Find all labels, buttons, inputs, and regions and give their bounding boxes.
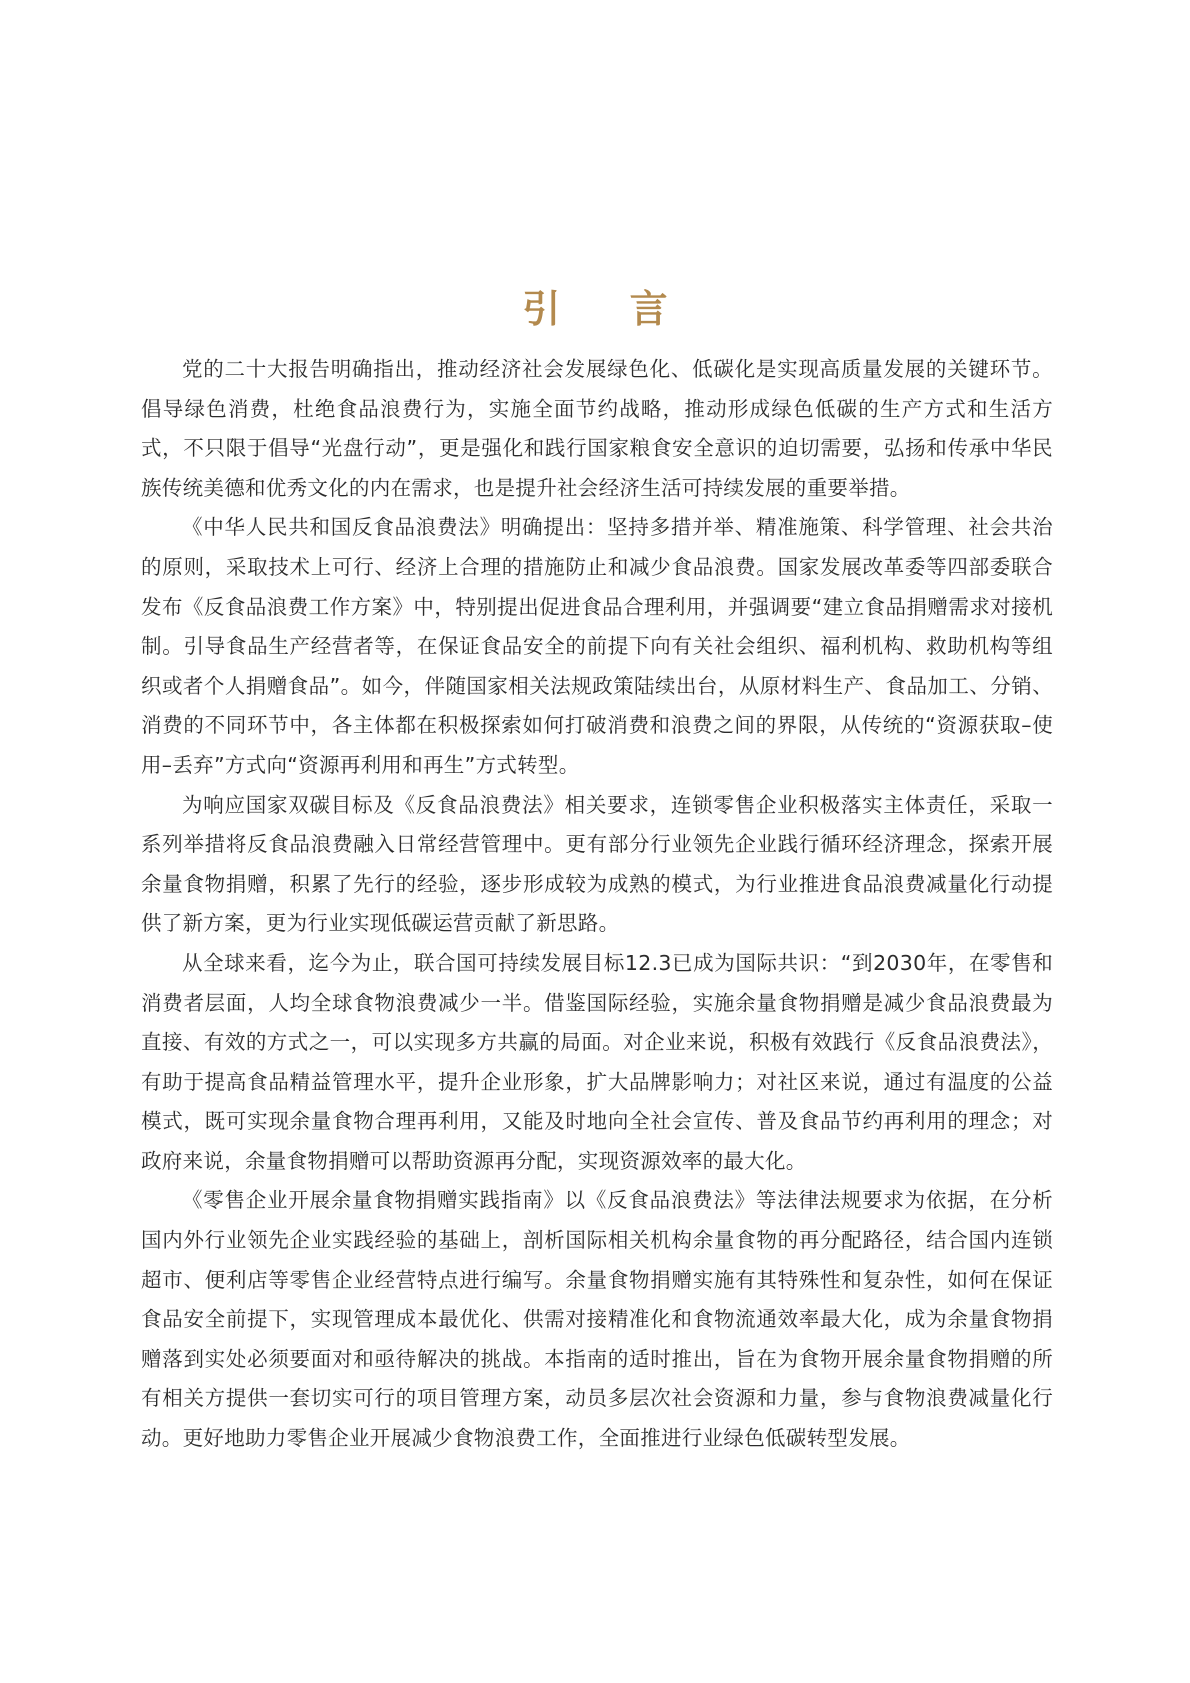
paragraph-1: 党的二十大报告明确指出，推动经济社会发展绿色化、低碳化是实现高质量发展的关键环节。倡导绿色消费，杜绝食品浪费行为，实施全面节约战略，推动形成绿色低碳的生产方式和生活方式，不只限于倡导“光盘行动”，更是强化和践行国家粮食安全意识的迫切需要，弘扬和传承中华民族传统美德和优秀文化的内在需求，也是提升社会经济生活可持续发展的重要举措。	[141, 357, 1053, 500]
paragraph-2: 《中华人民共和国反食品浪费法》明确提出：坚持多措并举、精准施策、科学管理、社会共治的原则，采取技术上可行、经济上合理的措施防止和减少食品浪费。国家发展改革委等四部委联合发布《反食品浪费工作方案》中，特别提出促进食品合理利用，并强调要“建立食品捐赠需求对接机制。引导食品生产经营者等，在保证食品安全的前提下向有关社会组织、福利机构、救助机构等组织或者个人捐赠食品”。如今，伴随国家相关法规政策陆续出台，从原材料生产、食品加工、分销、消费的不同环节中，各主体都在积极探索如何打破消费和浪费之间的界限，从传统的“资源获取–使用–丢弃”方式向“资源再利用和再生”方式转型。	[141, 515, 1053, 777]
paragraph-5: 《零售企业开展余量食物捐赠实践指南》以《反食品浪费法》等法律法规要求为依据，在分析国内外行业领先企业实践经验的基础上，剖析国际相关机构余量食物的再分配路径，结合国内连锁超市、便利店等零售企业经营特点进行编写。余量食物捐赠实施有其特殊性和复杂性，如何在保证食品安全前提下，实现管理成本最优化、供需对接精准化和食物流通效率最大化，成为余量食物捐赠落到实处必须要面对和亟待解决的挑战。本指南的适时推出，旨在为食物开展余量食物捐赠的所有相关方提供一套切实可行的项目管理方案，动员多层次社会资源和力量，参与食物浪费减量化行动。更好地助力零售企业开展减少食物浪费工作，全面推进行业绿色低碳转型发展。	[141, 1188, 1053, 1451]
paragraph-4: 从全球来看，迄今为止，联合国可持续发展目标12.3已成为国际共识：“到2030年，在零售和消费者层面，人均全球食物浪费减少一半。借鉴国际经验，实施余量食物捐赠是减少食品浪费最为直接、有效的方式之一，可以实现多方共赢的局面。对企业来说，积极有效践行《反食品浪费法》，有助于提高食品精益管理水平，提升企业形象，扩大品牌影响力；对社区来说，通过有温度的公益模式，既可实现余量食物合理再利用，又能及时地向全社会宣传、普及食品节约再利用的理念；对政府来说，余量食物捐赠可以帮助资源再分配，实现资源效率的最大化。	[141, 950, 1053, 1173]
body-text	[141, 350, 1053, 1459]
page-title: 引 言	[522, 287, 696, 332]
paragraph-3: 为响应国家双碳目标及《反食品浪费法》相关要求，连锁零售企业积极落实主体责任，采取一系列举措将反食品浪费融入日常经营管理中。更有部分行业领先企业践行循环经济理念，探索开展余量食物捐赠，积累了先行的经验，逐步形成较为成熟的模式，为行业推进食品浪费减量化行动提供了新方案，更为行业实现低碳运营贡献了新思路。	[141, 792, 1053, 936]
